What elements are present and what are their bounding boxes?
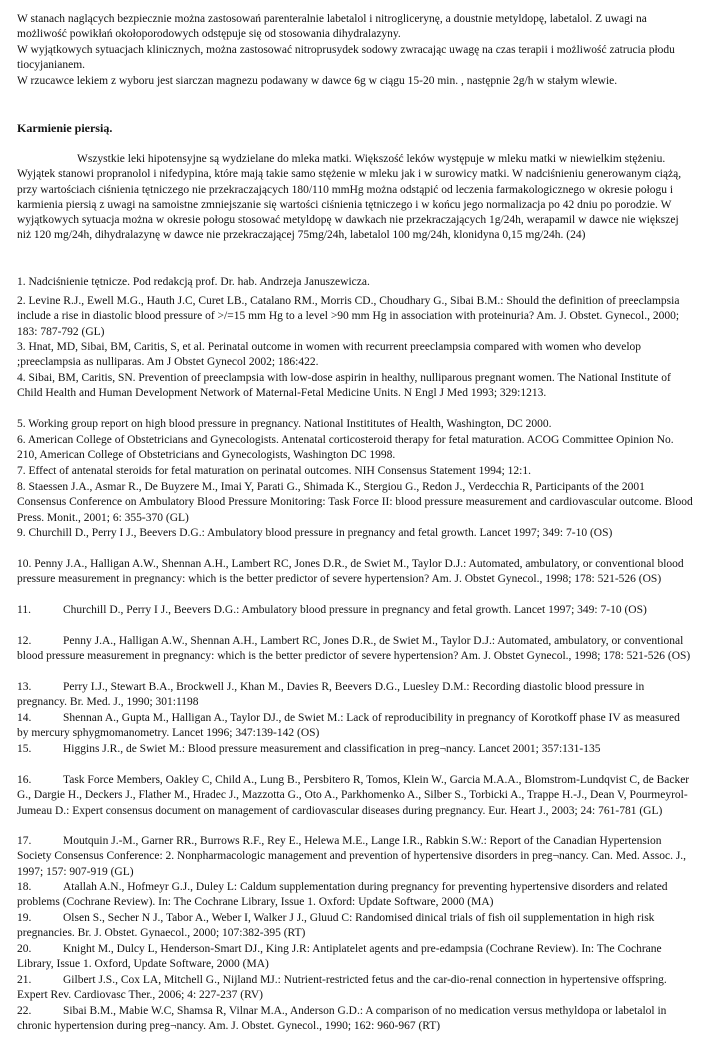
- reference-number: 14.: [17, 712, 32, 724]
- reference-number: 3.: [17, 341, 29, 353]
- reference-number: 17.: [17, 835, 32, 847]
- reference-item: [17, 942, 693, 973]
- reference-item: [17, 711, 693, 742]
- reference-item: [17, 371, 693, 402]
- reference-text: Penny J.A., Halligan A.W., Shennan A.H., Lambert RC, Jones D.R., de Swiet M., Taylor D.J.: Automated, ambulatory, or conventional blood pressure measurement in pregnancy: which is the better predictor of severe hypertension? Am. J. Obstet Gynecol., 1998; 178: 521-526 (OS): [17, 635, 691, 663]
- reference-item: [17, 526, 693, 541]
- reference-text: Moutquin J.-M., Garner RR., Burrows R.F., Rey E., Helewa M.E., Lange I.R., Rabkin S.W.: Report of the Canadian Hypertension Society Consensus Conference: 2. Nonpharmacologic management and prevention of hypertensive disorders in preg¬nancy. Can. Med. Assoc. J., 1997; 157: 907-919 (GL): [17, 835, 687, 878]
- reference-item: [17, 973, 693, 1004]
- reference-text: Penny J.A., Halligan A.W., Shennan A.H., Lambert RC, Jones D.R., de Swiet M., Taylor D.J.: Automated, ambulatory, or conventional blood pressure measurement in pregnancy: which is the better predictor of severe hypertension? Am. J. Obstet Gynecol., 1998; 178: 521-526 (OS): [17, 558, 684, 586]
- reference-item: [17, 680, 693, 711]
- reference-item: [17, 480, 693, 526]
- reference-text: Perry I.J., Stewart B.A., Brockwell J., Khan M., Davies R, Beevers D.G., Luesley D.M.: Recording diastolic blood pressure in pregnancy. Br. Med. J., 1990; 301:1198: [17, 681, 645, 709]
- intro-paragraph-2: W wyjątkowych sytuacjach klinicznych, można zastosować nitroprusydek sodowy zwracając uwagę na czas terapii i możliwość zatrucia płodu tiocyjanianem.: [17, 44, 675, 72]
- reference-text: Levine R.J., Ewell M.G., Hauth J.C, Curet LB., Catalano RM., Morris CD., Choudhary G., Sibai B.M.: Should the definition of preeclampsia include a rise in diastolic blood pressure of >/=15 mm Hg to a level >90 mm Hg in association with proteinuria? Am. J. Obstet. Gynecol., 2000; 183: 787-792 (GL): [17, 295, 680, 338]
- reference-text: Effect of antenatal steroids for fetal maturation on perinatal outcomes. NIH Consensus Statement 1994; 12:1.: [28, 465, 531, 477]
- reference-number: 6.: [17, 434, 28, 446]
- reference-number: 10.: [17, 558, 35, 570]
- reference-number: 5.: [17, 418, 29, 430]
- reference-item: [17, 880, 693, 911]
- reference-text: Nadciśnienie tętnicze. Pod redakcją prof. Dr. hab. Andrzeja Januszewicza.: [28, 276, 370, 288]
- reference-item: [17, 911, 693, 942]
- intro-paragraph-3: W rzucawce lekiem z wyboru jest siarczan magnezu podawany w dawce 6g w ciągu 15-20 min. , następnie 2g/h w stałym wlewie.: [17, 75, 618, 87]
- reference-text: Olsen S., Secher N J., Tabor A., Weber I, Walker J J., Gluud C: Randomised dinical trials of fish oil supplementation in high risk pregnancies. Br. J. Obstet. Gynaecol., 2000; 107:382-395 (RT): [17, 912, 655, 940]
- reference-item: [17, 634, 693, 665]
- reference-text: Sibai, BM, Caritis, SN. Prevention of preeclampsia with low-dose aspirin in healthy, nulliparous pregnant women. The National Institute of Child Health and Human Development Network of Maternal-Fetal Medicine Units. N Engl J Med 1993; 329:1213.: [17, 372, 671, 400]
- reference-number: 21.: [17, 974, 32, 986]
- reference-number: 18.: [17, 881, 32, 893]
- breastfeeding-paragraph: Wszystkie leki hipotensyjne są wydzielane do mleka matki. Większość leków występuje w mleku matki w niewielkim stężeniu. Wyjątek stanowi propranolol i nifedypina, które mają takie samo stężenie w mleku jak i w surowicy matki. W nadciśnieniu generowanym ciążą, przy wartościach ciśnienia tętniczego nie przekraczających 180/110 mmHg można odstąpić od leczenia farmakologicznego w okresie połogu i karmienia piersią z uwagi na samoistne zmniejszanie się wartości ciśnienia tętniczego i w końcu jego normalizacja po 42 dniu po porodzie. W wyjątkowych sytuacja można w okresie połogu stosować metyldopę w dawkach nie przekraczających 1g/24h, werapamil w dawce nie większej niż 120 mg/24h, dihydralazynę w dawce nie przekraczającej 75mg/24h, labetalol 100 mg/24h, klonidyna 0,15 mg/24h. (24): [17, 153, 682, 242]
- reference-item: [17, 433, 693, 464]
- reference-text: Staessen J.A., Asmar R., De Buyzere M., Imai Y, Parati G., Shimada K., Stergiou G., Redon J., Verdecchia R, Participants of the 2001 Consensus Conference on Ambulatory Blood Pressure Monitoring: Task Force II: blood pressure measurement and cardiovascular outcome. Blood Press. Monit., 2001; 6: 355-370 (GL): [17, 481, 693, 524]
- reference-number: 1.: [17, 276, 29, 288]
- reference-item: [17, 773, 693, 819]
- reference-text: American College of Obstetricians and Gynecologists. Antenatal corticosteroid therapy for fetal maturation. ACOG Committee Opinion No. 210, American College of Obstetricians and Gynecologists, Washington DC 1998.: [17, 434, 674, 462]
- reference-number: 20.: [17, 943, 32, 955]
- reference-number: 13.: [17, 681, 32, 693]
- reference-item: [17, 294, 693, 340]
- reference-item: [17, 340, 693, 371]
- reference-number: 15.: [17, 743, 32, 755]
- reference-item: [17, 275, 693, 290]
- reference-number: 16.: [17, 774, 32, 786]
- reference-number: 22.: [17, 1005, 32, 1017]
- reference-number: 2.: [17, 295, 29, 307]
- reference-number: 8.: [17, 481, 29, 493]
- reference-number: 4.: [17, 372, 29, 384]
- reference-item: [17, 417, 693, 432]
- reference-text: Gilbert J.S., Cox LA, Mitchell G., Nijland MJ.: Nutrient-restricted fetus and the car-dio-renal connection in hypertensive offspring. Expert Rev. Cardiovasc Ther., 2006; 4: 227-237 (RV): [17, 974, 667, 1002]
- reference-number: 12.: [17, 635, 32, 647]
- reference-text: Knight M., Dulcy L, Henderson-Smart DJ., King J.R: Antiplatelet agents and pre-edampsia (Cochrane Review). In: The Cochrane Library, Issue 1. Oxford, Update Software, 2000 (MA): [17, 943, 662, 971]
- reference-number: 11.: [17, 604, 31, 616]
- reference-text: Working group report on high blood pressure in pregnancy. National Instititutes of Health, Washington, DC 2000.: [28, 418, 552, 430]
- reference-text: Higgins J.R., de Swiet M.: Blood pressure measurement and classification in preg¬nancy. Lancet 2001; 357:131-135: [63, 743, 601, 755]
- reference-text: Sibai B.M., Mabie W.C, Shamsa R, Vilnar M.A., Anderson G.D.: A comparison of no medication versus methyldopa or labetalol in chronic hypertension during preg¬nancy. Am. J. Obstet. Gynecol., 1990; 162: 960-967 (RT): [17, 1005, 667, 1033]
- reference-item: [17, 742, 693, 757]
- reference-text: Churchill D., Perry I J., Beevers D.G.: Ambulatory blood pressure in pregnancy and fetal growth. Lancet 1997; 349: 7-10 (OS): [63, 604, 647, 616]
- reference-text: Task Force Members, Oakley C, Child A., Lung B., Persbitero R, Tomos, Klein W., Garcia M.A.A., Blomstrom-Lundqvist C, de Backer G., Dargie H., Deckers J., Flather M., Hradec J., Mazzotta G., Oto A., Parkhomenko A., Silber S., Torbicki A., Trappe H.-J., Dean V, Pourmeyrol-Jumeau D.: Expert consensus document on management of cardiovascular diseases during pregnancy. Eur. Heart J., 2003; 24: 761-781 (GL): [17, 774, 690, 817]
- reference-item: [17, 834, 693, 880]
- reference-text: Hnat, MD, Sibai, BM, Caritis, S, et al. Perinatal outcome in women with recurrent preeclampsia compared with women who develop ;preeclampsia as nulliparas. Am J Obstet Gynecol 2002; 186:422.: [17, 341, 642, 369]
- reference-number: 19.: [17, 912, 32, 924]
- reference-number: 7.: [17, 465, 29, 477]
- reference-number: 9.: [17, 527, 29, 539]
- reference-text: Atallah A.N., Hofmeyr G.J., Duley L: Caldum supplementation during pregnancy for preventing hypertensive disorders and related problems (Cochrane Review). In: The Cochrane Library, Issue 1. Oxford: Update Software, 2000 (MA): [17, 881, 668, 909]
- reference-item: [17, 557, 693, 588]
- reference-item: [17, 464, 693, 479]
- reference-text: Shennan A., Gupta M., Halligan A., Taylor DJ., de Swiet M.: Lack of reproducibility in pregnancy of Korotkoff phase IV as measured by mercury sphygmomanometry. Lancet 1996; 347:139-142 (OS): [17, 712, 680, 740]
- intro-paragraph-1: W stanach naglących bezpiecznie można zastosowań parenteralnie labetalol i nitroglicerynę, a doustnie metyldopę, labetalol. Z uwagi na możliwość powikłań okołoporodowych odstępuje się od stosowania dihydralazyny.: [17, 13, 647, 41]
- reference-item: [17, 603, 693, 618]
- reference-item: [17, 1004, 693, 1035]
- reference-text: Churchill D., Perry I J., Beevers D.G.: Ambulatory blood pressure in pregnancy and fetal growth. Lancet 1997; 349: 7-10 (OS): [28, 527, 613, 539]
- section-heading: Karmienie piersią.: [17, 121, 113, 135]
